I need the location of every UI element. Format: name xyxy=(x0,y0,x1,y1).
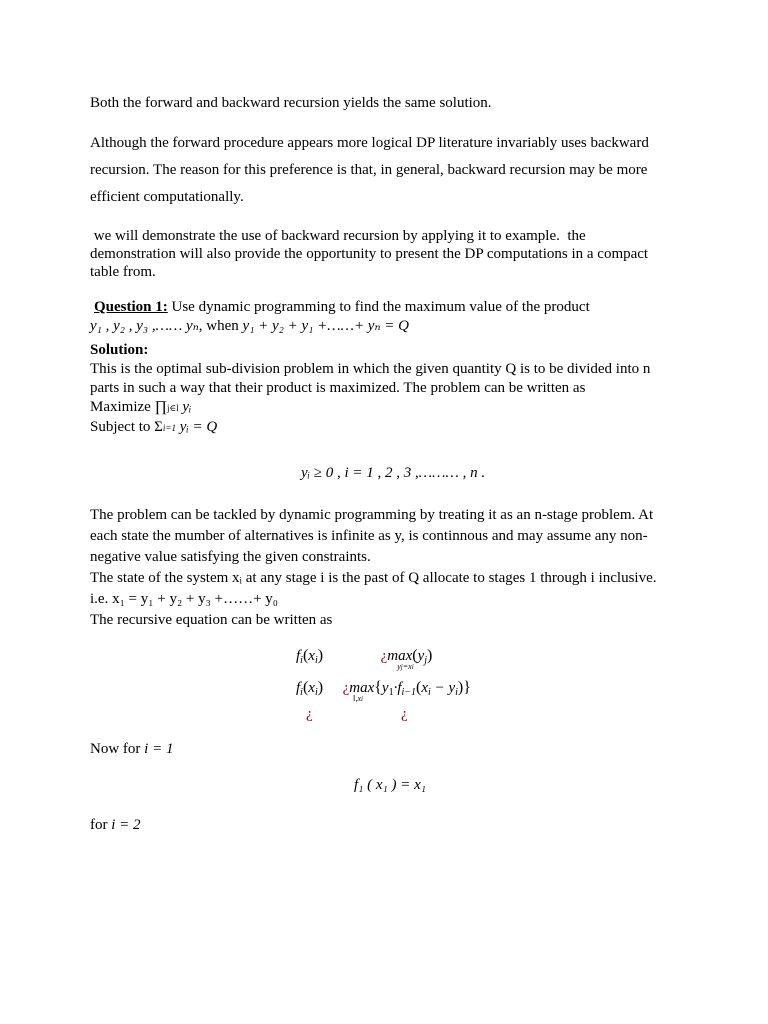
solution xyxy=(90,341,670,438)
stage-line-1: The problem can be tackled by dynamic programming by treating it as an n-stage problem. At xyxy=(90,507,654,523)
paragraph-3 xyxy=(90,227,670,281)
eq1-max: max yj=xi xyxy=(387,648,414,671)
paragraph-2-line-1: Although the forward procedure appears more logical DP literature invariably uses backward xyxy=(90,135,649,151)
maximize-variable: yᵢ xyxy=(182,399,192,415)
eq2-max: max ‖,xi xyxy=(349,680,375,703)
subject-line xyxy=(90,418,670,438)
now-label: Now for xyxy=(90,741,141,757)
stage-line-3: negative value satisfying the given constraints. xyxy=(90,549,371,565)
paragraph-2-line-2: recursion. The reason for this preference is that, in general, backward recursion may be more xyxy=(90,162,648,178)
eq1-lhs: $f_i(x_i)$ xyxy=(296,647,324,666)
for-label: for xyxy=(90,817,108,833)
paragraph-1: Both the forward and backward recursion yields the same solution. xyxy=(90,95,492,111)
now-for-line xyxy=(90,740,670,759)
invalid-glyph-2: ¿ xyxy=(342,680,350,696)
stage-line-2: each state the mumber of alternatives is infinite as y, is continnous and may assume any non- xyxy=(90,528,648,544)
sum-expression: y₁ + y₂ + y₁ +……+ yₙ = Q xyxy=(242,318,410,334)
for-line xyxy=(90,816,670,835)
solution-line-1: This is the optimal sub-division problem in which the given quantity Q is to be divided into n xyxy=(90,361,651,377)
sum-bounds: i=1 xyxy=(162,423,176,433)
invalid-glyph-1: ¿ xyxy=(380,648,388,664)
question-line-1 xyxy=(90,298,670,317)
question-text: Use dynamic programming to find the maximum value of the product xyxy=(167,299,590,315)
recursive-equation-2: $f_i(x_i)$ ¿max ‖,xi $\{y_1\cdot f_{i-1}(x_i - y_i)\}$ xyxy=(296,679,471,703)
when-text: , when xyxy=(198,318,243,334)
maximize-line xyxy=(90,398,670,418)
invalid-glyph-4: ¿ xyxy=(401,706,408,722)
stage-paragraph xyxy=(90,505,670,631)
paragraph-2-line-3: efficient computationally. xyxy=(90,189,244,205)
recursive-equation-1: $f_i(x_i)$ ¿max yj=xi $(y_j)$ xyxy=(296,647,433,671)
paragraph-3-line-1: we will demonstrate the use of backward recursion by applying it to example. the xyxy=(90,228,586,244)
product-symbol: ∏ xyxy=(154,399,167,415)
nonnegativity-constraint: yᵢ ≥ 0 , i = 1 , 2 , 3 ,……… , n . xyxy=(301,465,486,481)
eq2-lhs: $f_i(x_i)$ xyxy=(296,679,324,698)
invalid-glyph-3: ¿ xyxy=(306,706,313,722)
paragraph-2 xyxy=(90,130,670,211)
subject-label: Subject to xyxy=(90,419,151,435)
sum-symbol: Σ xyxy=(154,419,163,435)
paragraph-3-line-2: demonstration will also provide the opportunity to present the DP computations in a compact xyxy=(90,246,649,262)
paragraph-3-line-3: table from. xyxy=(90,264,156,280)
stage-line-4: The state of the system xᵢ at any stage i is the past of Q allocate to stages 1 through i inclusive. xyxy=(90,570,657,586)
now-expression: i = 1 xyxy=(144,741,174,757)
question-line-2 xyxy=(90,317,670,336)
product-bounds: j∈l xyxy=(166,403,179,413)
question-1 xyxy=(90,298,670,336)
for-expression: i = 2 xyxy=(111,817,141,833)
solution-label: Solution: xyxy=(90,342,149,358)
f1-equation: f₁ ( x₁ ) = x₁ xyxy=(354,777,426,793)
maximize-label: Maximize xyxy=(90,399,151,415)
solution-line-2: parts in such a way that their product is maximized. The problem can be written as xyxy=(90,380,586,396)
product-expression: y₁ , y₂ , y₃ ,…… yₙ xyxy=(90,318,199,334)
stage-line-5: i.e. x₁ = y₁ + y₂ + y₃ +……+ y₀ xyxy=(90,591,279,607)
subject-rhs: yᵢ = Q xyxy=(179,419,218,435)
question-label: Question 1: xyxy=(94,299,168,315)
stage-line-6: The recursive equation can be written as xyxy=(90,612,333,628)
